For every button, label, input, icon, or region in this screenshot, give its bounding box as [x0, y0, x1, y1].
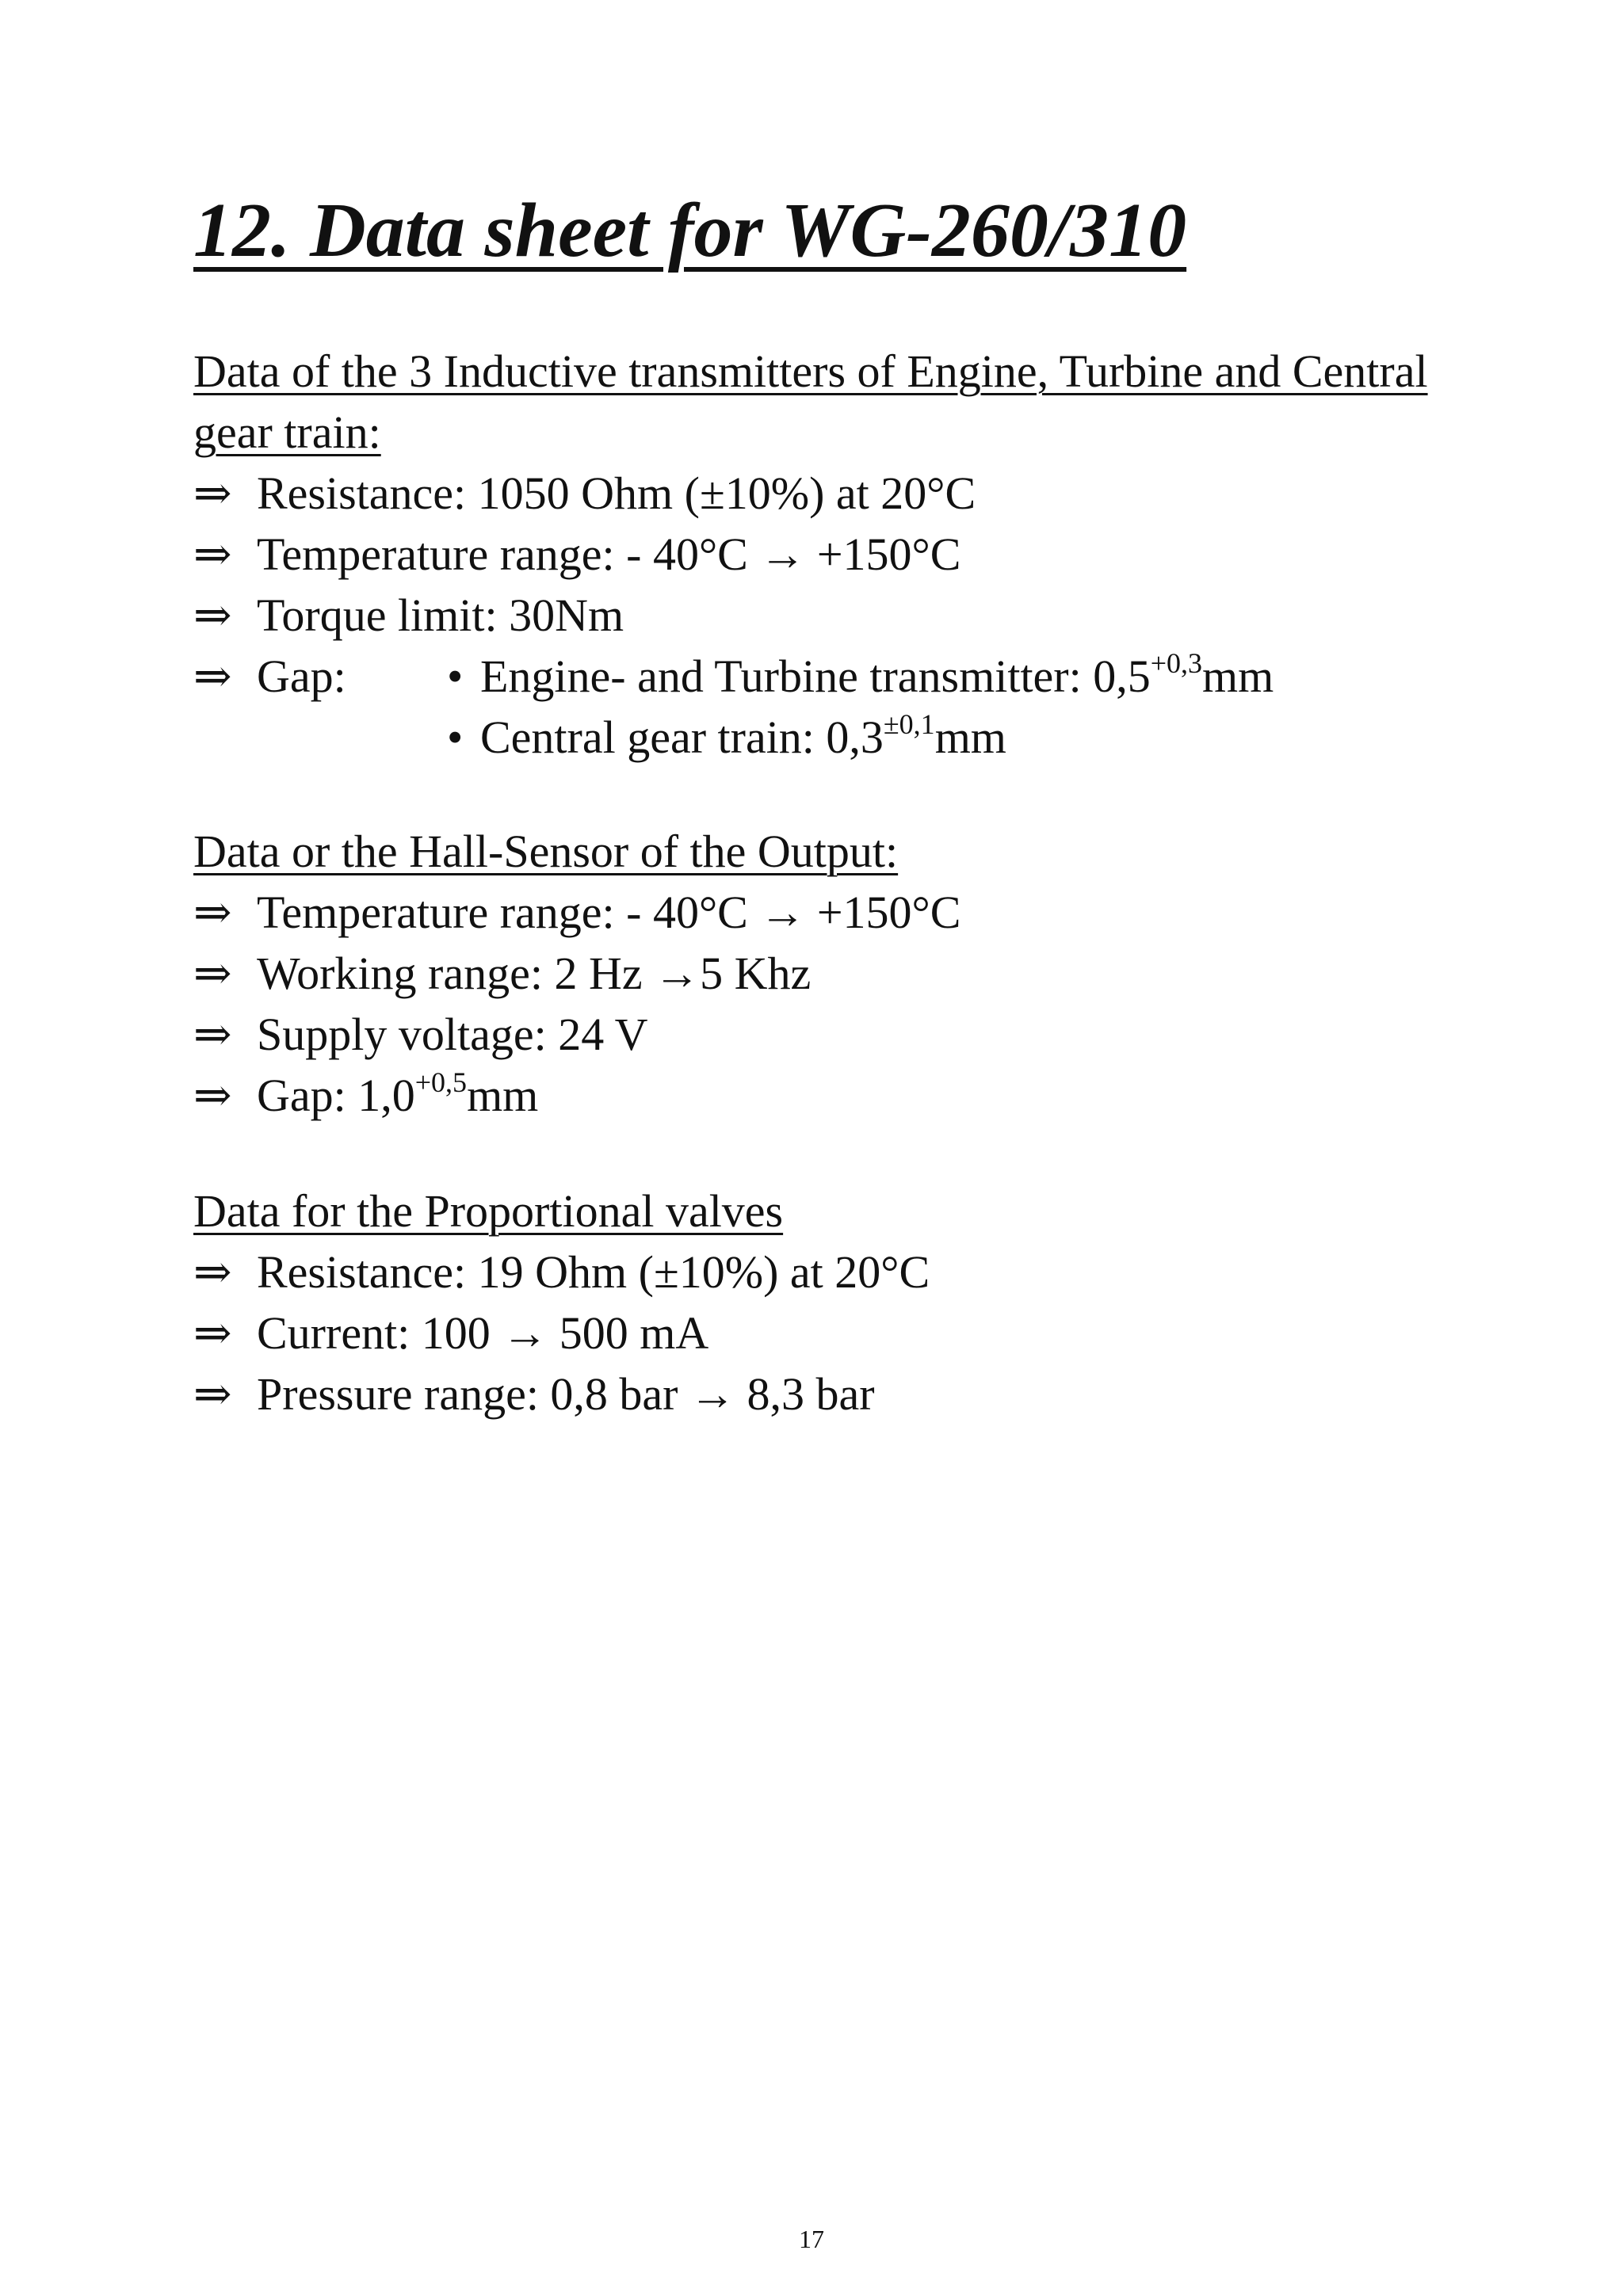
spec-line-gap [193, 646, 1541, 768]
implies-arrow-icon: ⇒ [193, 1246, 232, 1298]
spec-line-resistance [193, 1241, 1541, 1302]
implies-arrow-icon: ⇒ [193, 467, 232, 519]
gap-item-text: Central gear train: $0,3^{\pm 0,1}mm$ [480, 708, 1006, 763]
spec-text: Gap: $1,0^{+0,5}mm$ [257, 1066, 539, 1121]
tolerance-superscript: ±0,1 [883, 708, 935, 740]
section-heading-hall: Data or the Hall-Sensor of the Output: [193, 826, 899, 877]
spec-line-resistance [193, 463, 1541, 524]
implies-arrow-icon: ⇒ [193, 887, 232, 938]
tolerance-superscript: +0,5 [414, 1066, 468, 1098]
section-proportional-valves [193, 1180, 1541, 1425]
implies-arrow-icon: ⇒ [193, 1009, 232, 1060]
gap-bullet-item-central-gear [447, 707, 1274, 768]
spec-line-supply-voltage [193, 1004, 1541, 1065]
section-heading-line-1: Data of the 3 Inductive transmitters of Engine, Turbine and Central [193, 345, 1428, 397]
spec-text: Temperature range: - 40°C → +150°C [257, 887, 961, 938]
spec-text: Temperature range: - 40°C → +150°C [257, 528, 961, 580]
spec-line-temperature-range [193, 882, 1541, 943]
page-number: 17 [799, 2225, 824, 2253]
implies-arrow-icon: ⇒ [193, 1070, 232, 1121]
spec-line-torque-limit [193, 585, 1541, 646]
spec-text: Working range: 2 Hz →5 Khz [257, 948, 812, 999]
spec-line-temperature-range [193, 524, 1541, 585]
spec-text: Torque limit: 30Nm [257, 589, 624, 641]
spec-text: Resistance: 19 Ohm (±10%) at 20°C [257, 1246, 930, 1298]
spec-line-gap [193, 1065, 1541, 1126]
gap-label: Gap: [257, 650, 346, 702]
spec-line-working-range [193, 943, 1541, 1004]
bullet-icon: • [447, 711, 464, 763]
section-inductive-transmitters [193, 341, 1541, 768]
bullet-icon: • [447, 650, 464, 702]
section-heading-inductive [193, 341, 1541, 463]
gap-bullet-item-engine-turbine [447, 646, 1274, 707]
gap-item-text: Engine- and Turbine transmitter: $0,5^{+0,3}mm$ [480, 647, 1274, 702]
spec-line-current [193, 1302, 1541, 1363]
tolerance-superscript: +0,3 [1150, 647, 1203, 679]
page-title: 12. Data sheet for WG-260/310 [193, 188, 1187, 273]
implies-arrow-icon: ⇒ [193, 1307, 232, 1359]
implies-arrow-icon: ⇒ [193, 650, 232, 702]
implies-arrow-icon: ⇒ [193, 528, 232, 580]
section-heading-valves: Data for the Proportional valves [193, 1185, 784, 1237]
spec-text: Supply voltage: 24 V [257, 1009, 648, 1060]
spec-text: Resistance: 1050 Ohm (±10%) at 20°C [257, 467, 976, 519]
implies-arrow-icon: ⇒ [193, 589, 232, 641]
spec-text: Pressure range: 0,8 bar → 8,3 bar [257, 1368, 875, 1420]
implies-arrow-icon: ⇒ [193, 1368, 232, 1420]
implies-arrow-icon: ⇒ [193, 948, 232, 999]
gap-bullet-list [447, 646, 1274, 768]
spec-text: Current: 100 → 500 mA [257, 1307, 709, 1359]
section-hall-sensor [193, 821, 1541, 1126]
section-heading-line-2: gear train: [193, 406, 381, 458]
spec-line-pressure-range [193, 1363, 1541, 1425]
